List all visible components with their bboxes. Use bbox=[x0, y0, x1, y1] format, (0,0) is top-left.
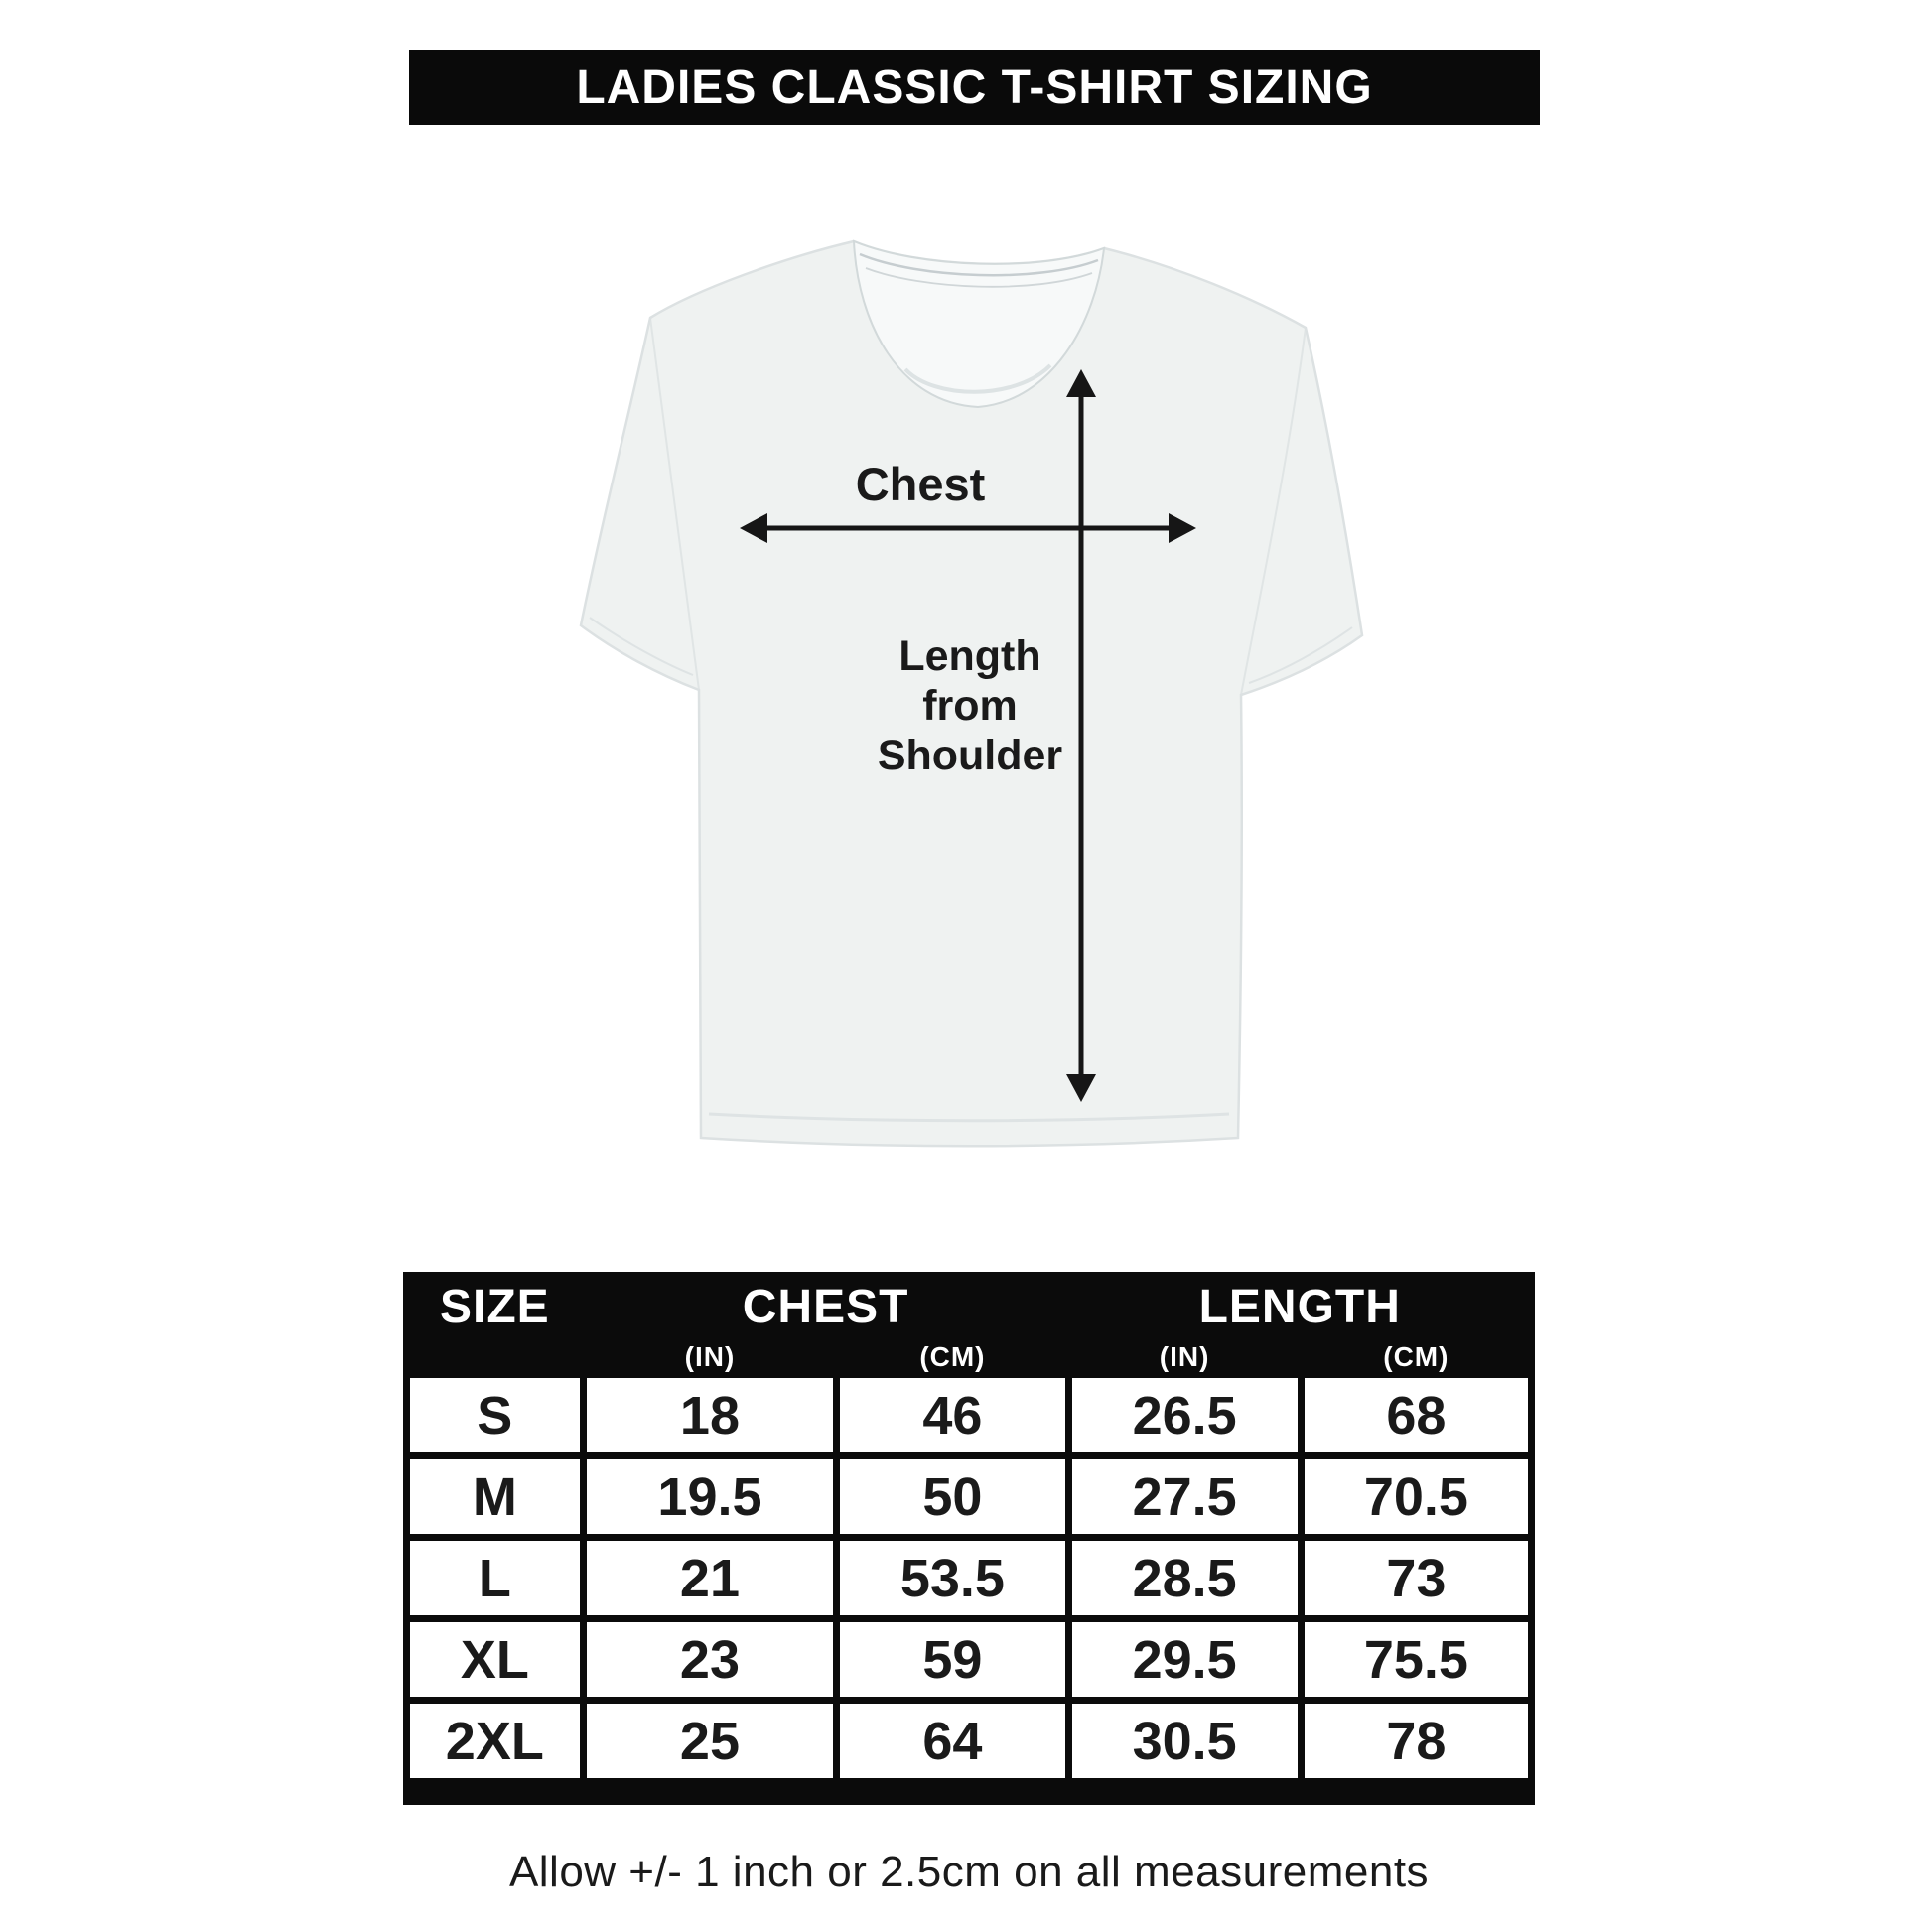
table-row bbox=[410, 1704, 1528, 1778]
table-body bbox=[410, 1378, 1528, 1778]
column-header-chest: CHEST bbox=[742, 1281, 909, 1333]
page-title: LADIES CLASSIC T-SHIRT SIZING bbox=[576, 61, 1373, 114]
tolerance-note: Allow +/- 1 inch or 2.5cm on all measurements bbox=[508, 1848, 1430, 1896]
table-row bbox=[410, 1541, 1528, 1615]
length-label-line3: Shoulder bbox=[877, 732, 1063, 779]
chest-cm-cell: 64 bbox=[840, 1704, 1064, 1778]
chest-in-cell: 21 bbox=[587, 1541, 834, 1615]
chest-cm-cell: 46 bbox=[840, 1378, 1064, 1452]
length-label-line1: Length bbox=[898, 632, 1041, 680]
subheader-length-cm: (CM) bbox=[1383, 1341, 1449, 1372]
length-cm-cell: 68 bbox=[1305, 1378, 1528, 1452]
chest-in-cell: 23 bbox=[587, 1622, 834, 1697]
subheader-chest-cm: (CM) bbox=[919, 1341, 986, 1372]
table-header-main-row bbox=[410, 1279, 1528, 1336]
length-in-cell: 27.5 bbox=[1072, 1459, 1298, 1534]
length-from-shoulder-label bbox=[771, 631, 1169, 780]
chest-cm-cell: 59 bbox=[840, 1622, 1064, 1697]
chest-in-cell: 19.5 bbox=[587, 1459, 834, 1534]
column-header-length: LENGTH bbox=[1198, 1281, 1401, 1333]
chest-cm-cell: 50 bbox=[840, 1459, 1064, 1534]
size-cell: L bbox=[410, 1541, 580, 1615]
size-cell: S bbox=[410, 1378, 580, 1452]
subheader-chest-in: (IN) bbox=[684, 1341, 736, 1372]
length-cm-cell: 73 bbox=[1305, 1541, 1528, 1615]
length-cm-cell: 75.5 bbox=[1305, 1622, 1528, 1697]
length-in-cell: 30.5 bbox=[1072, 1704, 1298, 1778]
size-cell: M bbox=[410, 1459, 580, 1534]
size-cell: 2XL bbox=[410, 1704, 580, 1778]
table-row bbox=[410, 1378, 1528, 1452]
length-label-line2: from bbox=[922, 682, 1018, 730]
length-in-cell: 29.5 bbox=[1072, 1622, 1298, 1697]
table-header-sub-row bbox=[410, 1336, 1528, 1378]
chest-in-cell: 18 bbox=[587, 1378, 834, 1452]
subheader-length-in: (IN) bbox=[1159, 1341, 1210, 1372]
length-in-cell: 28.5 bbox=[1072, 1541, 1298, 1615]
column-header-size: SIZE bbox=[439, 1281, 550, 1333]
size-cell: XL bbox=[410, 1622, 580, 1697]
length-cm-cell: 70.5 bbox=[1305, 1459, 1528, 1534]
table-row bbox=[410, 1459, 1528, 1534]
chest-label: Chest bbox=[855, 458, 986, 510]
chest-in-cell: 25 bbox=[587, 1704, 834, 1778]
length-cm-cell: 78 bbox=[1305, 1704, 1528, 1778]
sizing-table bbox=[403, 1272, 1535, 1805]
table-row bbox=[410, 1622, 1528, 1697]
table-header bbox=[410, 1279, 1528, 1378]
chest-cm-cell: 53.5 bbox=[840, 1541, 1064, 1615]
length-in-cell: 26.5 bbox=[1072, 1378, 1298, 1452]
